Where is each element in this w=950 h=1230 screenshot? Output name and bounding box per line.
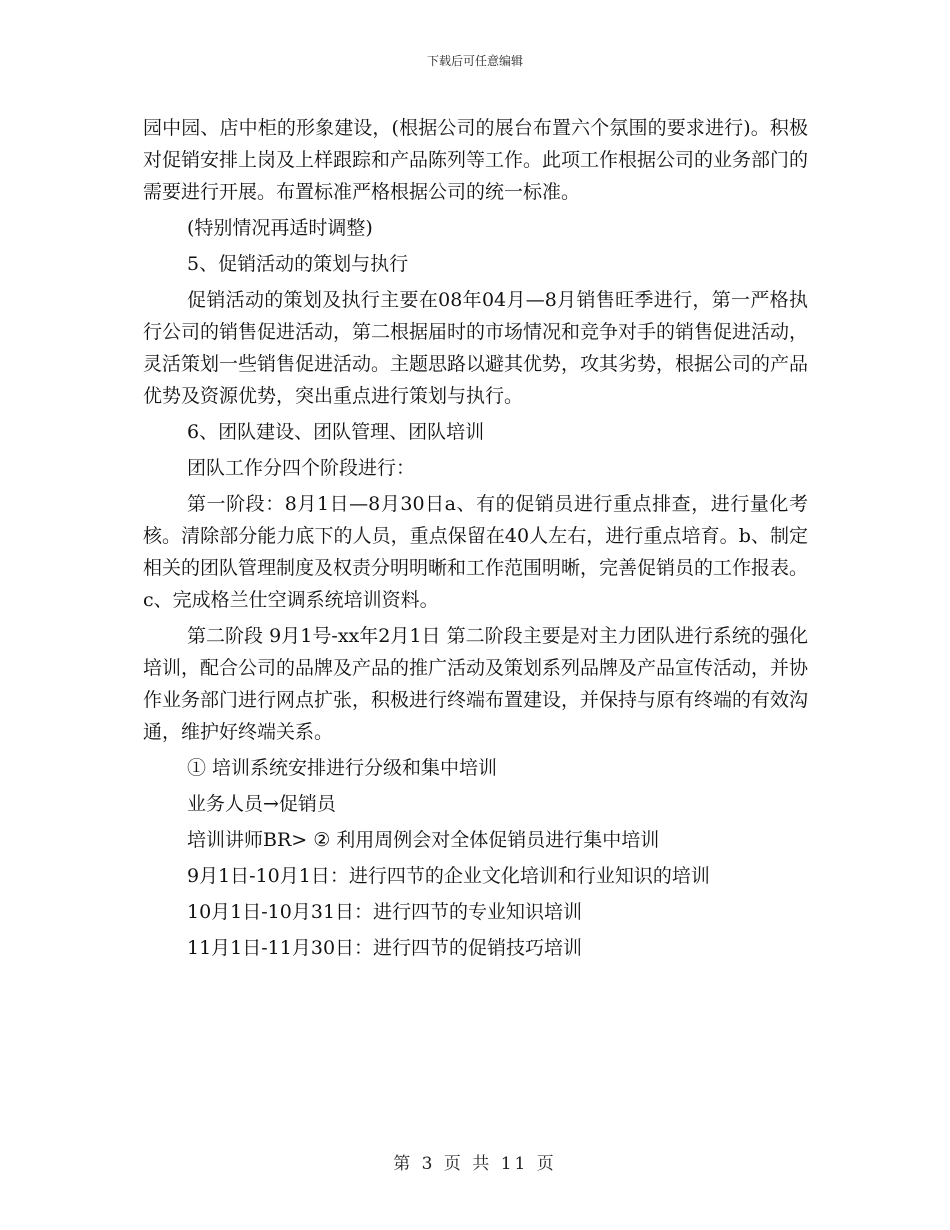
list-item-weekly-meeting: 培训讲师BR> ② 利用周例会对全体促销员进行集中培训 bbox=[187, 829, 660, 851]
section-heading-team: 6、团队建设、团队管理、团队培训 bbox=[187, 421, 485, 443]
schedule-item-november: 11月1日-11月30日：进行四节的促销技巧培训 bbox=[187, 937, 583, 959]
list-item-staff-flow: 业务人员→促销员 bbox=[187, 793, 336, 815]
paragraph-special-note: (特别情况再适时调整) bbox=[187, 217, 373, 239]
section-heading-promotion: 5、促销活动的策划与执行 bbox=[187, 253, 409, 275]
paragraph-stage-two: 第二阶段 9月1号-xx年2月1日 第二阶段主要是对主力团队进行系统的强化培训，配合公司的品牌及产品的推广活动及策划系列品牌及产品宣传活动，并协作业务部门进行网点扩张，积极进行终端布置建设，并保持与原有终端的有效沟通，维护好终端关系。 bbox=[143, 625, 809, 743]
schedule-item-september: 9月1日-10月1日：进行四节的企业文化培训和行业知识的培训 bbox=[187, 865, 710, 887]
document-body bbox=[143, 112, 808, 968]
schedule-item-october: 10月1日-10月31日：进行四节的专业知识培训 bbox=[187, 901, 583, 923]
paragraph-stage-one: 第一阶段：8月1日—8月30日a、有的促销员进行重点排查，进行量化考核。清除部分能力底下的人员，重点保留在40人左右，进行重点培育。b、制定相关的团队管理制度及权责分明明晰和工作范围明晰，完善促销员的工作报表。c、完成格兰仕空调系统培训资料。 bbox=[143, 493, 809, 611]
page-number: 第 3 页 共 11 页 bbox=[393, 1154, 557, 1174]
page-header: 下载后可任意编辑 bbox=[426, 54, 523, 68]
list-item-training-system: ① 培训系统安排进行分级和集中培训 bbox=[187, 757, 498, 779]
paragraph-showroom-construction: 园中园、店中柜的形象建设，(根据公司的展台布置六个氛围的要求进行)。积极对促销安排上岗及上样跟踪和产品陈列等工作。此项工作根据公司的业务部门的需要进行开展。布置标准严格根据公司的统一标准。 bbox=[143, 117, 809, 203]
paragraph-promotion-plan: 促销活动的策划及执行主要在08年04月—8月销售旺季进行，第一严格执行公司的销售促进活动，第二根据届时的市场情况和竞争对手的销售促进活动，灵活策划一些销售促进活动。主题思路以避其优势，攻其劣势，根据公司的产品优势及资源优势，突出重点进行策划与执行。 bbox=[143, 289, 809, 407]
paragraph-team-stages: 团队工作分四个阶段进行： bbox=[187, 457, 416, 479]
